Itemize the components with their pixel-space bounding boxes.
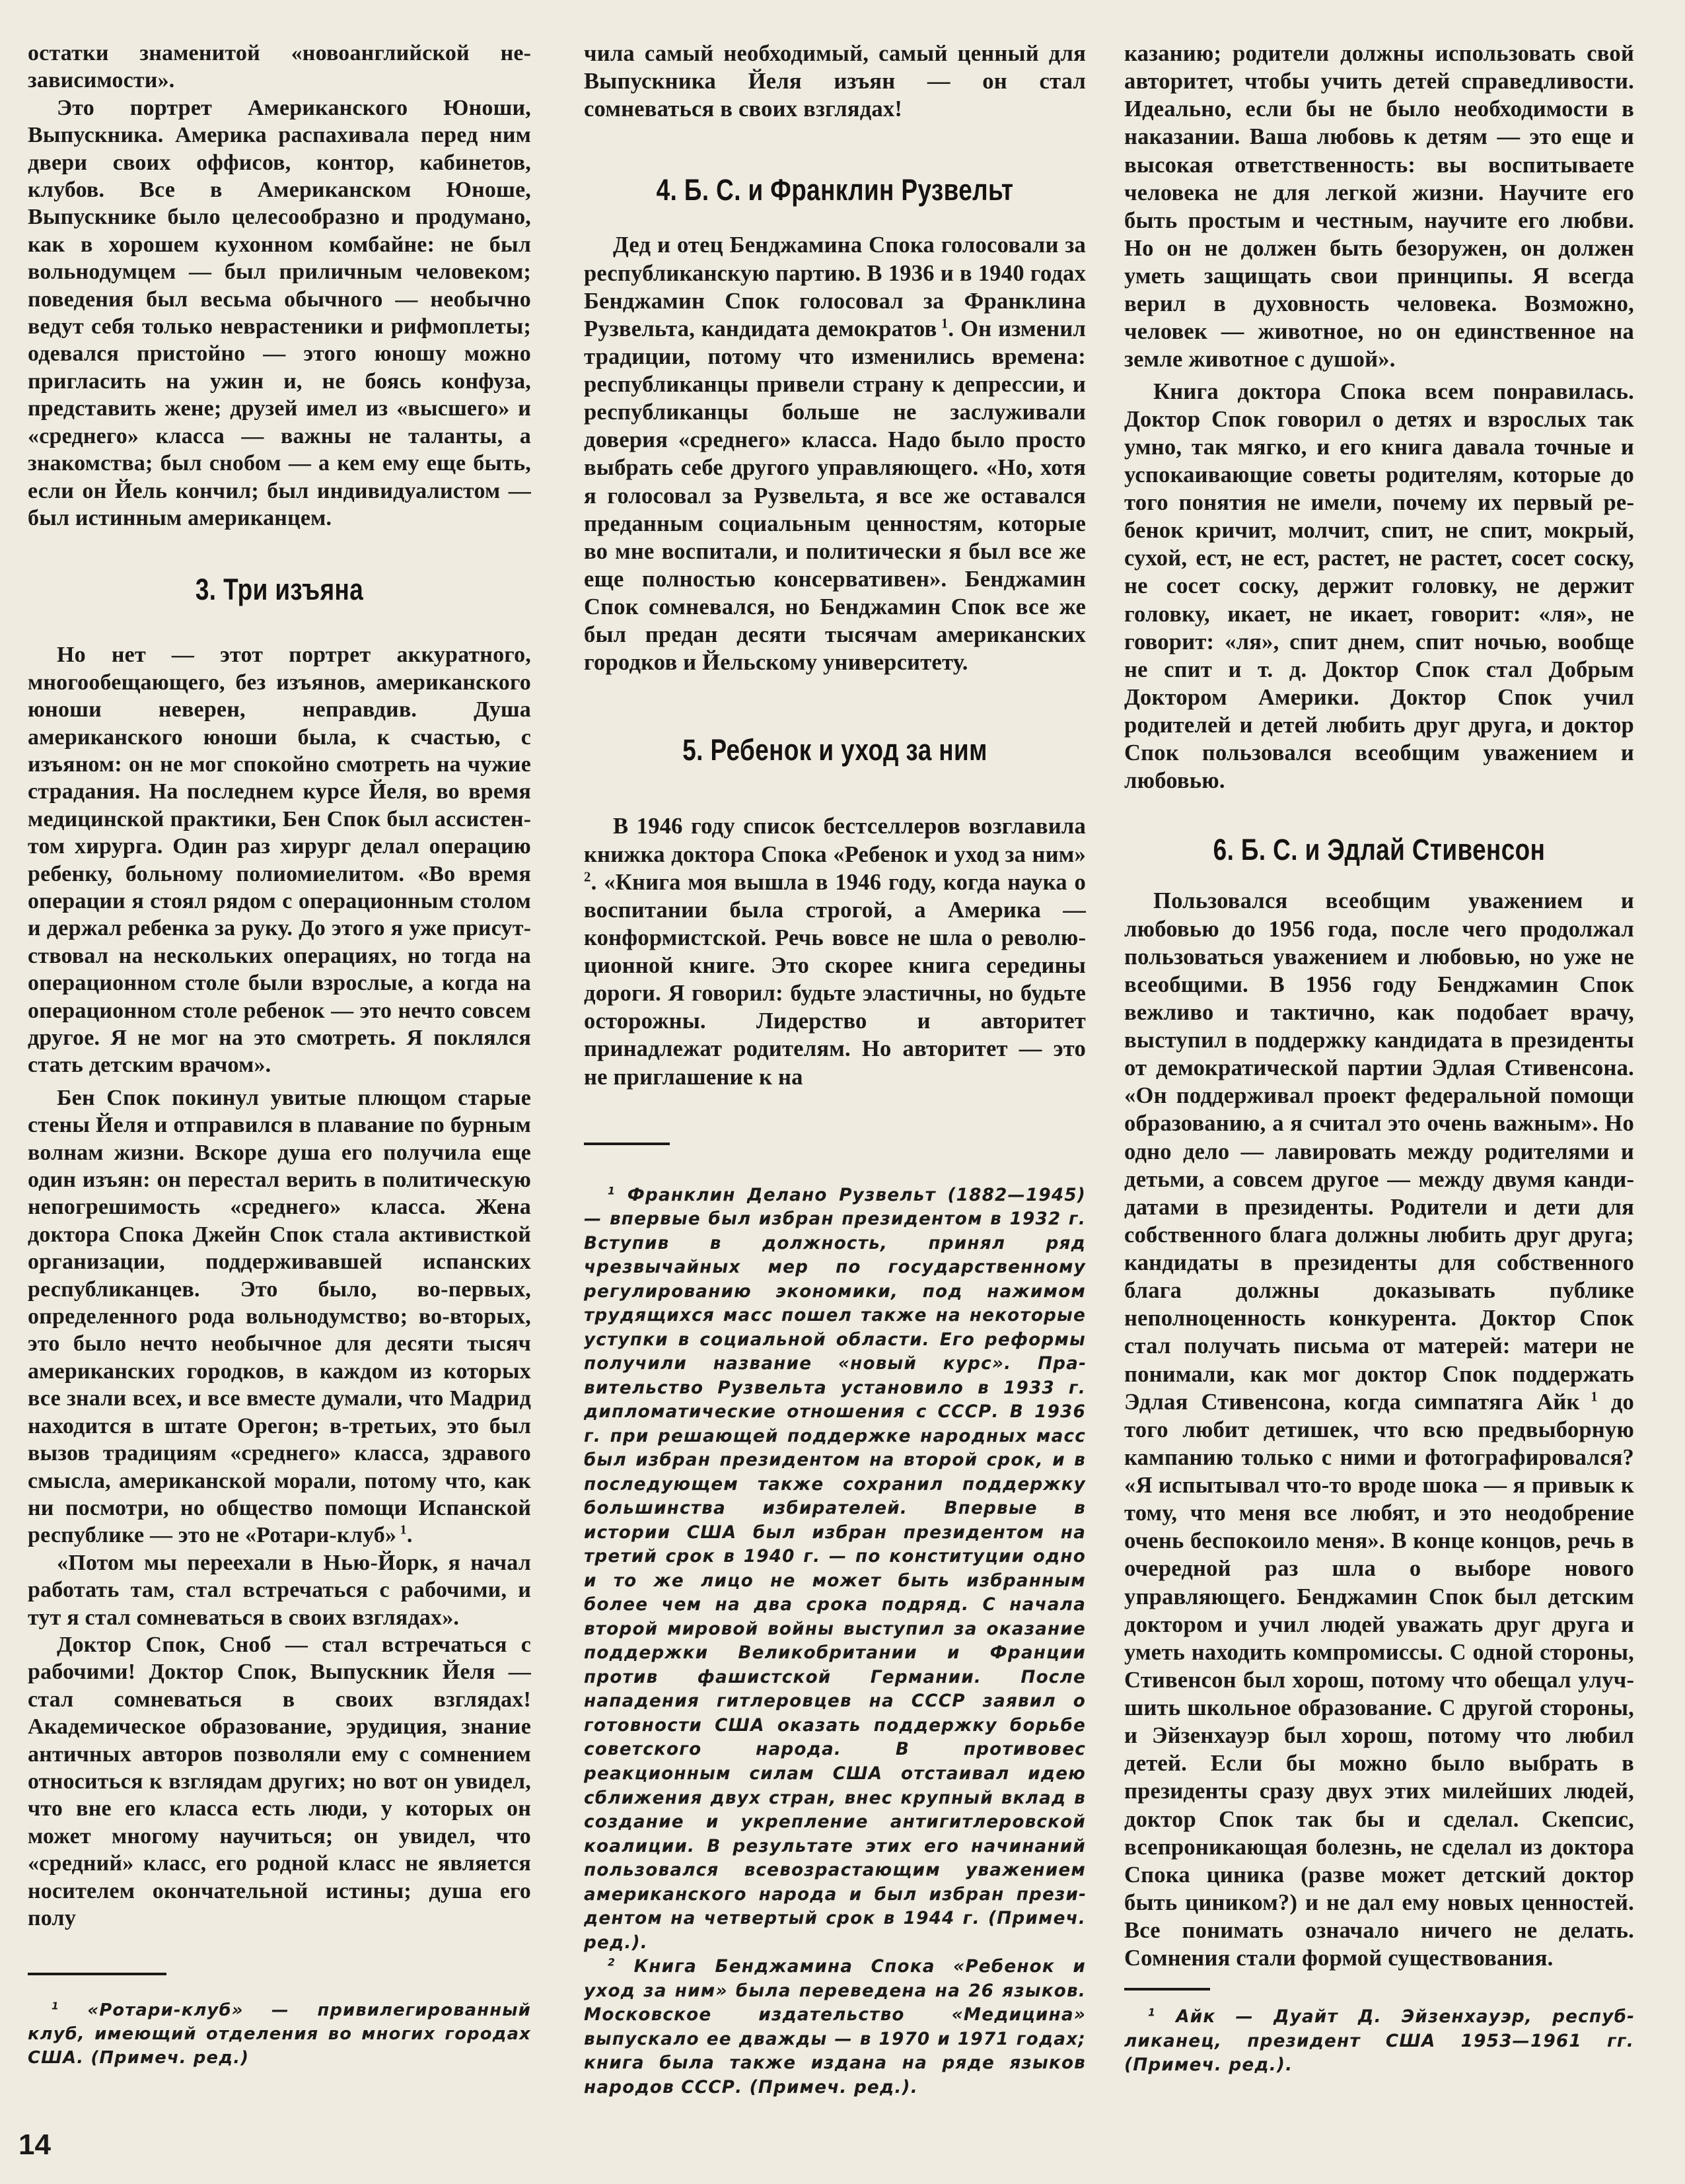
paragraph: «Потом мы переехали в Нью-Йорк, я начал работать там, стал встречаться с рабочими, и тут я стал сомневаться в своих взглядах».: [28, 1550, 531, 1630]
footnote: [1124, 2005, 1634, 2078]
footnote-mark: 2: [608, 1955, 616, 1969]
paragraph: Это портрет Американского Юноши, Выпускника. Америка распахивала перед ним двери своих оффисов, контор, кабинетов, клубов. Все в Американском Юноше, Выпускнике было целесообразно и продумано, как в хорошем кухонном комбайне: не был вольнодумцем — был приличным человеком; поведения был весьма обычного — необычно ведут себя только неврастеники и рифмоплеты; одевался пристойно — этого юношу можно пригласить на ужин и, не боясь конфуза, представить жене; друзей имел из «высшего» и «среднего» класса — важны не таланты, а знакомства; был снобом — а кем ему еще быть, если он Йель кончил; был индивидуалистом — был истинным американцем.: [28, 95, 531, 530]
paragraph: Доктор Спок, Сноб — стал встречаться с рабочими! Доктор Спок, Выпускник Йеля — стал сомневаться в своих взглядах! Академическое образование, эрудиция, знание античных авторов позволяли ему с сомнением относиться к взглядам других; но вот он увидел, что вне его класса есть люди, у которых он может многому научиться; он увидел, что «средний» класс, его родной класс не является носителем окончательной истины; душа его полу: [28, 1632, 531, 1930]
paragraph-text: до того любит детишек, что всю предвыборную кампанию только с ними и фотографировался? «Я испытывал что-то вроде шока — я привык к тому, что меня все любят, и это неодобрение очень беспокоило меня». В конце концов, речь в очередной раз шла о выборе нового управляющего. Бенджамин Спок был детским доктором и учил людей уважать друг друга и уметь находить компромиссы. С одной стороны, Стивенсон был хорош, потому что обещал улучшить школьное образование. С другой стороны, и Эйзенхауэр был хорош, потому что любил детей. Если бы можно было выбрать в президенты сразу двух этих милейших людей, доктор Спок так бы и сделал. Скепсис, всепроникающая болезнь, не сделал из доктора Спока циника (разве может детский доктор быть циником?) и не дал ему новых ценностей. Все понимать означало ничего не делать. Сомнения стали формой существования.: [1124, 1389, 1634, 1971]
page-number: 14: [18, 2129, 51, 2161]
column-3: [1124, 40, 1634, 2078]
footnote-ref: 1: [1591, 1390, 1598, 1405]
footnote-mark: 1: [1148, 2006, 1157, 2019]
paragraph-text: Дед и отец Бенджамина Спока голосовали за республиканскую партию. В 1936 и в 1940 годах Бенджамин Спок голосовал за Франклина Рузвельта, кандидата демократов: [584, 232, 1086, 341]
paragraph-text: Бен Спок покинул увитые плющом старые стены Йеля и отправился в плавание по бурным волнам жизни. Вскоре душа его получила еще один изъян: он перестал верить в политическую непогрешимость «среднего» класса. Жена доктора Спока Джейн Спок стала активисткой организации, поддерживавшей испанских республиканцев. Это было, во-первых, определенного рода вольнодумство; во-вторых, это было нечто необычное для десяти тысяч американских городков, в каждом из которых все знали всех, и все вместе думали, что Мадрид находится в штате Орегон; в-третьих, это был вызов традициям «среднего» класса, здравого смысла, американской морали, потому что, как ни посмотри, но общество помощи Испанской республике — это не «Ротари-клуб»: [28, 1085, 531, 1548]
section-heading-6: 6. Б. С. и Эдлай Стивенсон: [1213, 833, 1546, 867]
paragraph: Книга доктора Спока всем понравилась. Доктор Спок говорил о детях и взрослых так умно, так мягко, и его книга давала точные и успокаивающие советы родителям, которые до того понятия не имели, почему их первый ребенок кричит, молчит, спит, не спит, мокрый, сухой, ест, не ест, растет, не растет, сосет соску, не сосет соску, держит головку, не держит головку, икает, не икает, говорит: «ля», не говорит: «ля», спит днем, спит ночью, вообще не спит и т. д. Доктор Спок стал Добрым Доктором Америки. Доктор Спок учил родителей и детей любить друг друга, и доктор Спок пользовался всеобщим уважением и любовью.: [1124, 378, 1634, 794]
footnote: [28, 1999, 531, 2070]
paragraph: [584, 812, 1086, 1090]
footnote-ref: 1: [941, 316, 949, 332]
paragraph-text: . «Книга моя вышла в 1946 году, когда наука о воспитании была строгой, а Америка — конформистской. Речь вовсе не шла о революционной книге. Это скорее книга середины дороги. Я говорил: будьте эластичны, но будьте осторожны. Лидерство и авторитет принадлежат родителям. Но авторитет — это не приглашение к на: [584, 869, 1086, 1090]
paragraph: [28, 1084, 531, 1549]
footnote: [584, 1955, 1086, 2099]
paragraph: чила самый необходимый, самый ценный для Выпускника Йеля изъян — он стал сомневаться в своих взглядах!: [584, 41, 1086, 122]
footnote-text: Франклин Делано Рузвельт (1882—1945) — впервые был избран президентом в 1932 г. Вступив в должность, принял ряд чрезвычайных мер по государственному регулированию экономики, под нажимом трудящихся масс пошел также на некоторые уступки в социальной области. Его реформы получили название «новый курс». Правительство Рузвельта установило в 1933 г. дипломатические отношения с СССР. В 1936 г. при решающей поддержке народных масс был избран президентом на второй срок, и в последующем также сохранил поддержку большинства избирателей. Впервые в истории США был избран президентом на третий срок в 1940 г. — по конституции одно и то же лицо не может быть избранным более чем на два срока подряд. С начала второй мировой войны выступил за оказание поддержки Великобритании и Франции против фашистской Германии. После нападения гитлеровцев на СССР заявил о готовности США оказать поддержку борьбе советского народа. В противовес реакционным силам США отстаивал идею сближения двух стран, внес крупный вклад в создание и укрепление антигитлеровской коалиции. В результате этих его начинаний пользовался всевозрастающим уважением американского народа и был избран президентом на четвертый срок в 1944 г. (Примеч. ред.).: [584, 1185, 1087, 1953]
footnote-ref: 2: [584, 870, 591, 885]
footnote-ref: 1: [400, 1522, 407, 1537]
paragraph-text: . Он изменил традиции, потому что изменились времена: республиканцы привели страну к депрессии, и республиканцы больше не заслуживали доверия «среднего» класса. Надо было просто выбрать себе другого управляющего. «Но, хотя я голосовал за Рузвельта, я все же оставался преданным социальным ценностям, которые во мне воспитали, и политически я был все же еще полностью консервативен». Бенджамин Спок сомневался, но Бенджамин Спок все же был предан десяти тысячам американских городков и Йельскому университету.: [584, 316, 1086, 676]
section-heading-5: 5. Ребенок и уход за ним: [682, 733, 987, 767]
paragraph: казанию; родители должны использовать свой авторитет, чтобы учить детей справедливости. Идеально, если бы не было необходимости в наказании. Ваша любовь к детям — это еще и высокая ответственность: вы воспитываете человека не для легкой жизни. Научите его быть простым и честным, научите его любви. Но он не должен быть безоружен, он должен уметь защищать свои принципы. Я всегда верил в духовность человека. Возможно, человек — животное, но он единственное на земле животное с душой».: [1124, 41, 1634, 372]
paragraph: [584, 231, 1086, 676]
section-heading-4: 4. Б. С. и Франклин Рузвельт: [656, 173, 1014, 207]
footnote-mark: 1: [608, 1183, 616, 1197]
footnote-mark: 1: [52, 2000, 59, 2012]
column-1: [28, 40, 531, 2070]
paragraph-text: .: [406, 1523, 413, 1548]
paragraph-text: Пользовался всеобщим уважением и любовью до 1956 года, после чего продолжал пользоваться уважением и любовью, но уже не всеобщими. В 1956 году Бенджамин Спок вежливо и тактично, как подобает врачу, выступил в поддержку кандидата в президенты от демократической партии Эдлая Стивенсона. «Он поддерживал проект федеральной помощи образованию, а я считал это очень важным». Но одно дело — лавировать между родителями и детьми, а совсем другое — между двумя кандидатами в президенты. Родители и дети для собственного блага должны любить друг друга; кандидаты в президенты для собственного блага должны доказывать публике неполноценность конкурента. Доктор Спок стал получать письма от матерей: матери не понимали, как мог доктор Спок поддержать Эдлая Стивенсона, когда симпатяга Айк: [1124, 888, 1634, 1415]
paragraph: Но нет — этот портрет аккуратного, многообещающего, без изъянов, американского юноши неверен, неправдив. Душа американского юноши была, к счастью, с изъяном: он не мог спокойно смотреть на чужие страдания. На последнем курсе Йеля, во время медицинской практики, Бен Спок был ассистентом хирурга. Один раз хирург делал операцию ребенку, больному полиомиелитом. «Во время операции я стоял рядом с операционным столом и держал ребенка за руку. До этого я уже присутствовал на нескольких операциях, но тогда на операционном столе были взрослые, а когда на операционном столе ребенок — это нечто совсем другое. Я не мог на это смотреть. Я поклялся стать детским врачом».: [28, 643, 531, 1078]
paragraph: [1124, 887, 1634, 1972]
section-heading-3: 3. Три изъяна: [195, 573, 364, 607]
footnote-text: Айк — Дуайт Д. Эйзенхауэр, республиканец, президент США 1953—1961 гг. (Примеч. ред.).: [1124, 2007, 1634, 2076]
paragraph: остатки знаменитой «новоанглийской независимости».: [28, 41, 531, 93]
column-2: [584, 40, 1086, 2099]
paragraph-text: В 1946 году список бестселлеров возглавила книжка доктора Спока «Ребенок и уход за ним»: [584, 814, 1086, 867]
footnote: [584, 1183, 1086, 1955]
footnote-text: «Ротари-клуб» — привилегированный клуб, имеющий отделения во многих городах США. (Примеч. ред.): [28, 2000, 531, 2068]
footnote-text: Книга Бенджамина Спока «Ребенок и уход за ним» была переведена на 26 языков. Московское издательство «Медицина» выпускало ее дважды — в 1970 и 1971 годах; книга была также издана на ряде языков народов СССР. (Примеч. ред.).: [584, 1957, 1086, 2097]
